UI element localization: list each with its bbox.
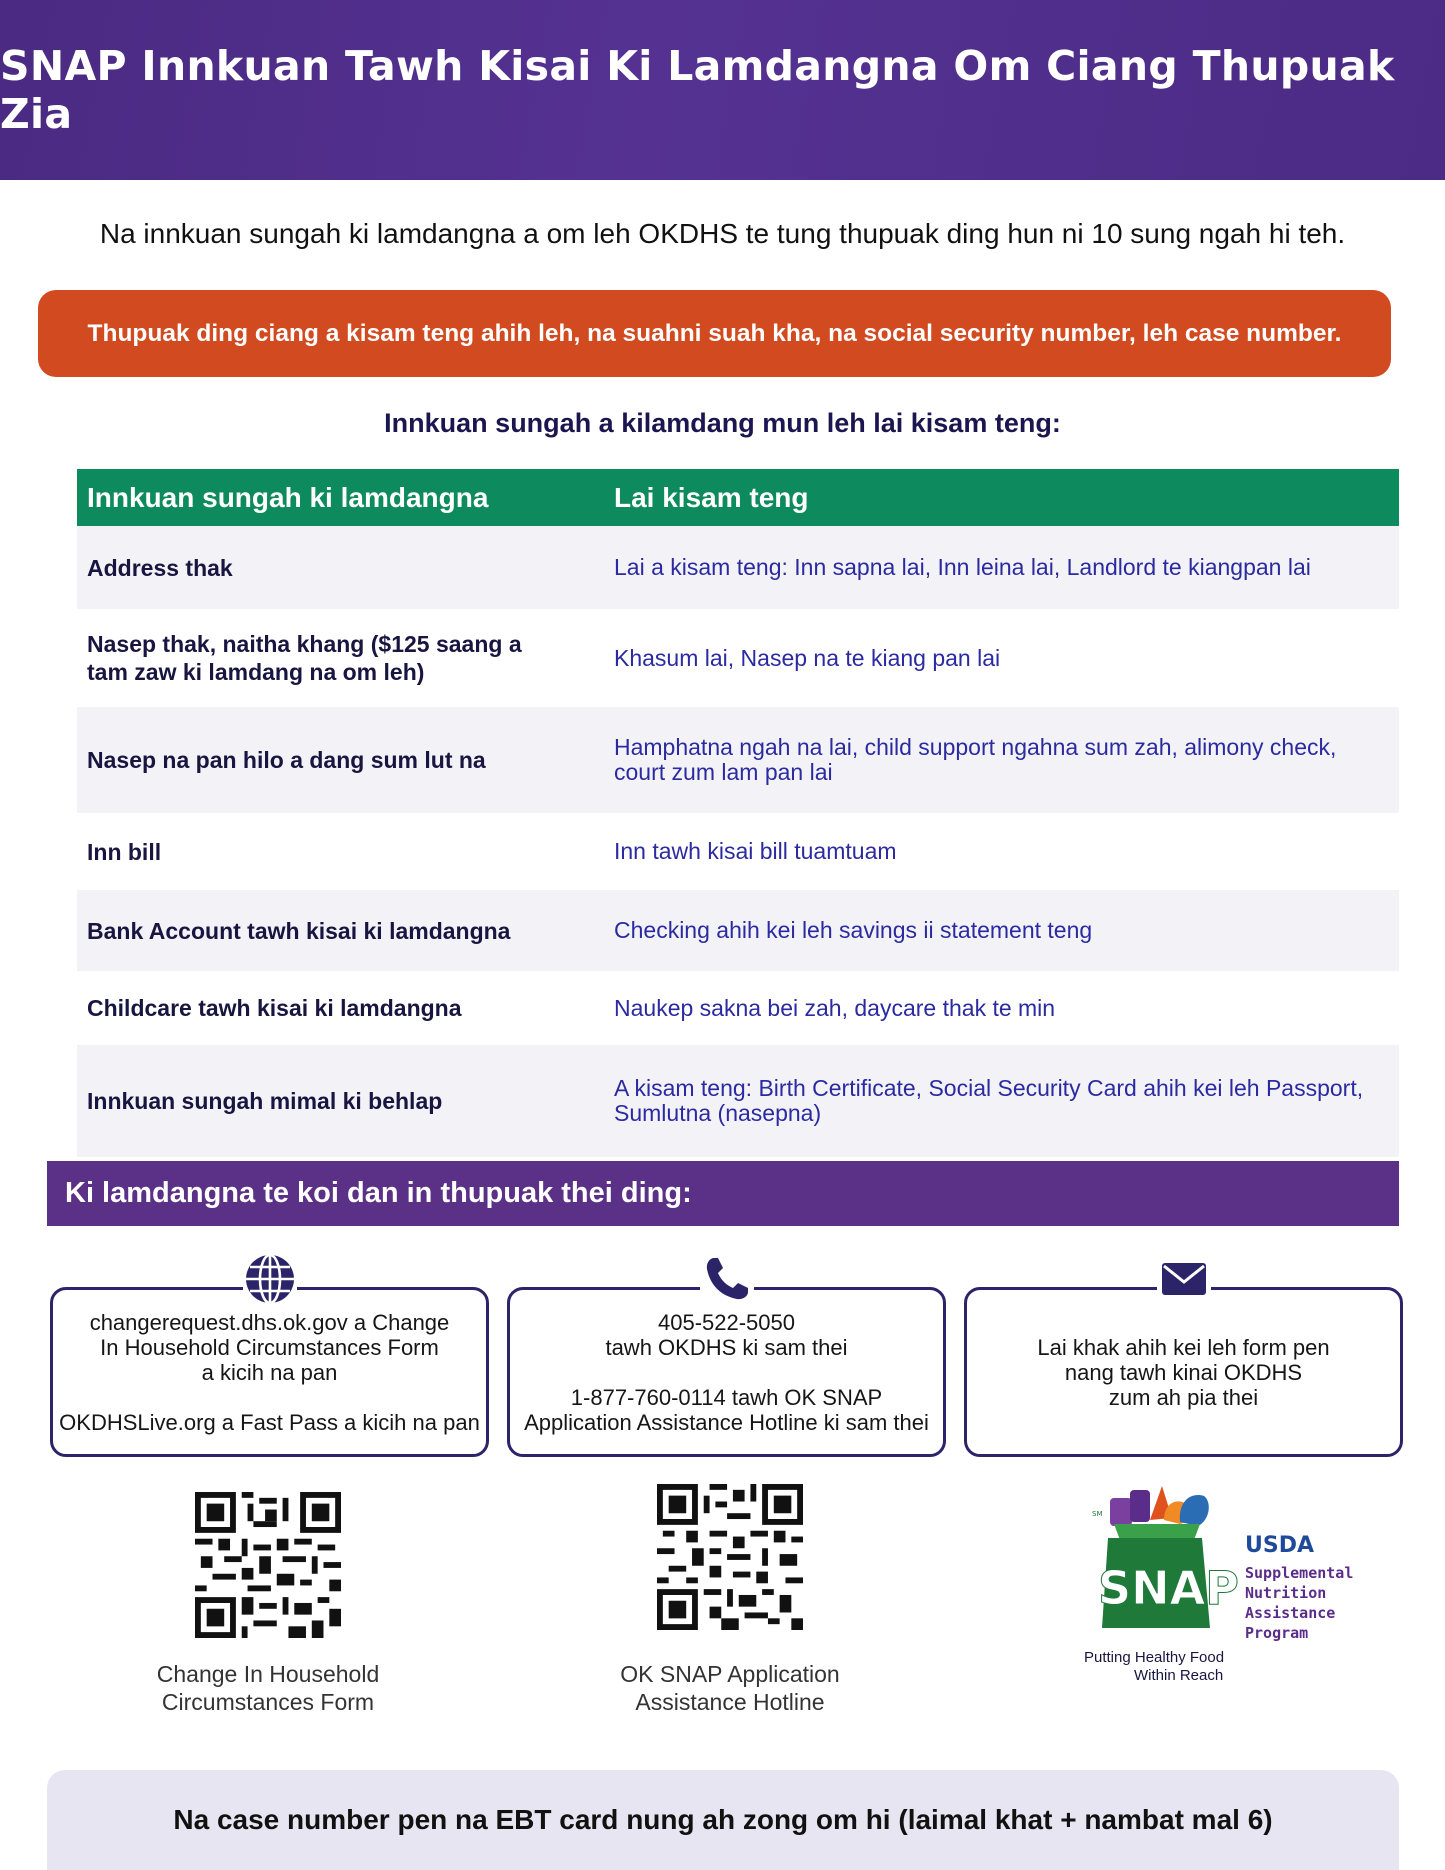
phone-icon xyxy=(700,1254,754,1304)
header-banner xyxy=(0,0,1445,180)
card-line: a kicih na pan xyxy=(201,1359,338,1385)
footer-text: Na case number pen na EBT card nung ah zong om hi (laimal khat + nambat mal 6) xyxy=(173,1804,1273,1835)
reporting-methods-heading xyxy=(47,1161,1399,1226)
table-heading: Innkuan sungah a kilamdang mun leh lai kisam teng: xyxy=(384,408,1061,438)
row-change: Childcare tawh kisai ki lamdangna xyxy=(87,995,462,1021)
mail-reporting-card xyxy=(964,1287,1403,1457)
qr-label-line: Circumstances Form xyxy=(161,1689,375,1715)
qr-label-line: Assistance Hotline xyxy=(635,1689,825,1715)
card-line: In Household Circumstances Form xyxy=(100,1334,439,1360)
card-line: tawh OKDHS ki sam thei xyxy=(605,1334,848,1360)
card-line[interactable]: OKDHSLive.org a Fast Pass a kicih na pan xyxy=(59,1409,480,1435)
globe-icon xyxy=(243,1254,297,1304)
required-info-alert xyxy=(38,290,1391,377)
row-documents: Khasum lai, Nasep na te kiang pan lai xyxy=(614,644,1001,671)
intro-text: Na innkuan sungah ki lamdangna a om leh OKDHS te tung thupuak ding hun ni 10 sung ngah hi teh. xyxy=(99,218,1346,249)
table-row xyxy=(77,609,1399,707)
row-change: Nasep na pan hilo a dang sum lut na xyxy=(87,747,486,773)
card-line: Lai khak ahih kei leh form pen xyxy=(1037,1334,1330,1360)
section-title: Ki lamdangna te koi dan in thupuak thei ding: xyxy=(65,1177,692,1209)
qr-label-change-form xyxy=(118,1660,418,1716)
table-row xyxy=(77,707,1399,813)
phone-reporting-card xyxy=(507,1287,946,1457)
qr-label-snap-hotline xyxy=(580,1660,880,1716)
alert-text: Thupuak ding ciang a kisam teng ahih leh, na suahni suah kha, na social security number, leh case number. xyxy=(87,319,1342,347)
online-reporting-card xyxy=(50,1287,489,1457)
logo-tagline: Putting Healthy Food xyxy=(1084,1649,1225,1666)
phone-number-okdhs[interactable]: 405-522-5050 xyxy=(657,1309,795,1335)
logo-program-line: Assistance xyxy=(1245,1604,1336,1622)
row-documents: Inn tawh kisai bill tuamtuam xyxy=(614,838,897,864)
logo-snap-text: SNAP xyxy=(1098,1561,1239,1615)
qr-label-line: Change In Household xyxy=(156,1661,380,1687)
table-row xyxy=(77,526,1399,609)
table-row xyxy=(77,890,1399,971)
qr-code-change-form[interactable] xyxy=(195,1492,341,1638)
row-documents: A kisam teng: Birth Certificate, Social Security Card ahih kei leh Passport, Sumlutna (nasepna) xyxy=(614,1075,1364,1126)
logo-program-line: Nutrition xyxy=(1245,1584,1327,1602)
page-title: SNAP Innkuan Tawh Kisai Ki Lamdangna Om Ciang Thupuak Zia xyxy=(0,42,1395,138)
table-row xyxy=(77,813,1399,890)
table-header-row xyxy=(77,469,1399,526)
logo-program-line: Supplemental xyxy=(1245,1564,1354,1582)
logo-program-line: Program xyxy=(1245,1624,1309,1642)
table-row xyxy=(77,971,1399,1045)
column-header-change: Innkuan sungah ki lamdangna xyxy=(87,481,489,513)
qr-code-snap-hotline[interactable] xyxy=(657,1484,803,1630)
row-change: Inn bill xyxy=(87,838,162,865)
row-documents: Hamphatna ngah na lai, child support ngahna sum zah, alimony check, court zum lam pan lai xyxy=(614,734,1337,785)
logo-sm-mark: SM xyxy=(1092,1510,1103,1518)
row-documents: Naukep sakna bei zah, daycare thak te min xyxy=(614,994,1056,1021)
qr-label-line: OK SNAP Application xyxy=(620,1661,840,1687)
logo-usda-text: USDA xyxy=(1245,1533,1314,1558)
column-header-documents: Lai kisam teng xyxy=(614,481,809,513)
row-change: Nasep thak, naitha khang ($125 saang a tam zaw ki lamdang na om leh) xyxy=(87,631,522,685)
row-documents: Checking ahih kei leh savings ii statement teng xyxy=(614,917,1093,943)
phone-number-snap-hotline[interactable]: 1-877-760-0114 tawh OK SNAP xyxy=(570,1384,883,1410)
logo-tagline: Within Reach xyxy=(1134,1667,1224,1684)
changes-table xyxy=(77,469,1399,1157)
row-change: Bank Account tawh kisai ki lamdangna xyxy=(87,917,511,944)
card-line[interactable]: changerequest.dhs.ok.gov a Change xyxy=(89,1309,450,1335)
card-line: nang tawh kinai OKDHS xyxy=(1064,1359,1303,1385)
card-line: zum ah pia thei xyxy=(1108,1384,1259,1410)
usda-snap-logo xyxy=(1080,1480,1360,1690)
row-change: Innkuan sungah mimal ki behlap xyxy=(87,1088,443,1114)
row-documents: Lai a kisam teng: Inn sapna lai, Inn leina lai, Landlord te kiangpan lai xyxy=(614,554,1311,580)
envelope-icon xyxy=(1157,1254,1211,1304)
row-change: Address thak xyxy=(87,554,233,581)
footer-note xyxy=(47,1770,1399,1870)
card-line: Application Assistance Hotline ki sam thei xyxy=(524,1409,929,1435)
table-row xyxy=(77,1045,1399,1157)
